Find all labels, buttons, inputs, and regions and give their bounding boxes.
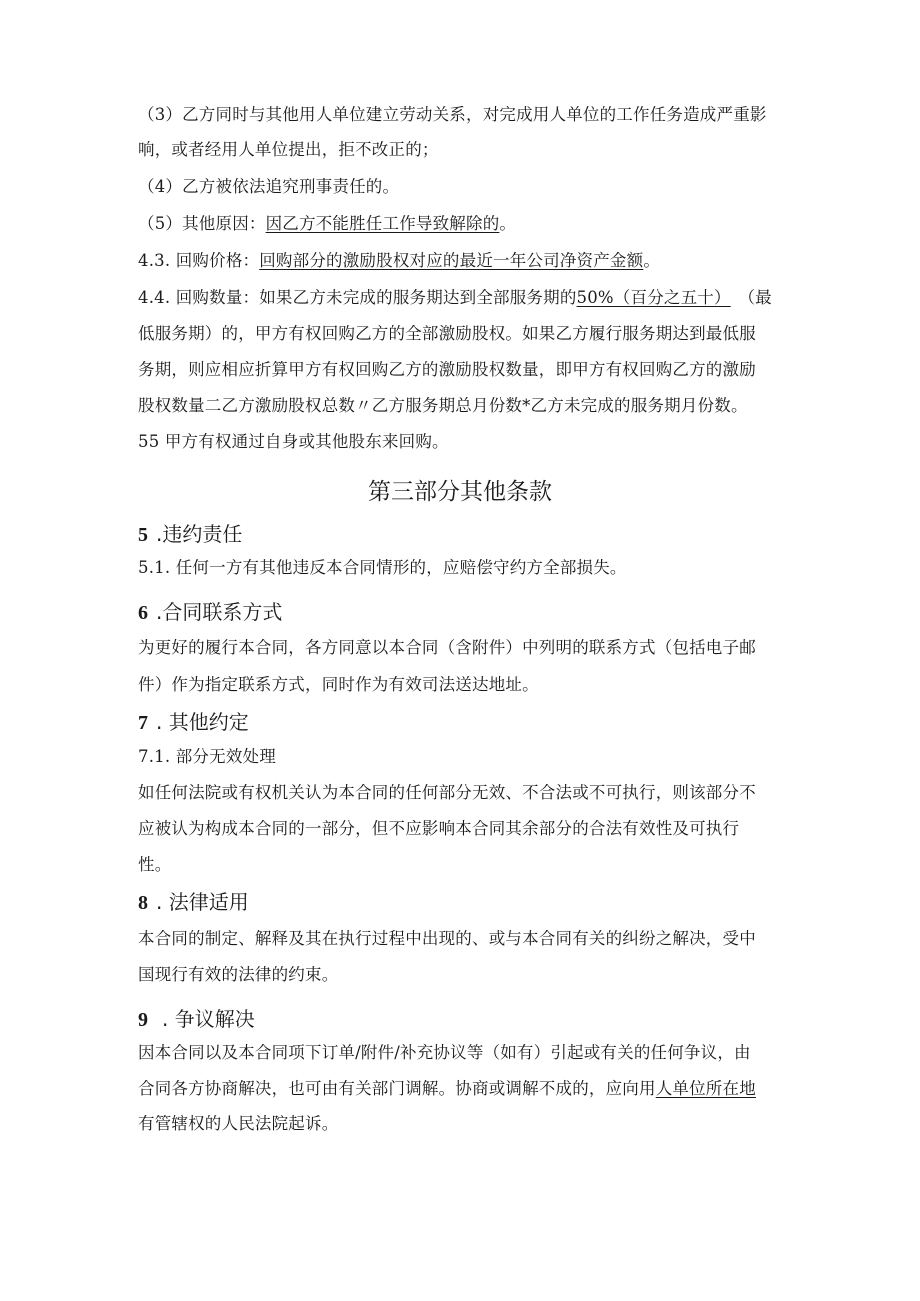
text: 本合同的制定、解释及其在执行过程中出现的、或与本合同有关的纠纷之解决，受中 — [138, 929, 756, 948]
heading-number: 8 — [138, 892, 148, 914]
paragraph-line — [138, 281, 788, 316]
text: 股权数量二乙方激励股权总数〃乙方服务期总月份数*乙方未完成的服务期月份数。 — [138, 396, 748, 415]
text: 如任何法院或有权机关认为本合同的任何部分无效、不合法或不可执行，则该部分不 — [138, 783, 756, 802]
text: （最 — [746, 288, 772, 307]
underlined-text: 因乙方不能胜任工作导致解除的 — [265, 214, 500, 233]
text: 55 甲方有权通过自身或其他股东来回购。 — [138, 432, 449, 451]
text: 5.1. 任何一方有其他违反本合同情形的，应赔偿守约方全部损失。 — [138, 558, 627, 577]
heading-number: 7 — [138, 712, 148, 734]
paragraph-line — [138, 776, 788, 811]
heading-text: .合同联系方式 — [156, 600, 283, 624]
text: 有管辖权的人民法院起诉。 — [138, 1114, 339, 1133]
paragraph-line — [138, 922, 788, 957]
text: （3）乙方同时与其他用人单位建立劳动关系，对完成用人单位的工作任务造成严重影 — [138, 105, 767, 124]
paragraph-line — [138, 170, 788, 205]
heading-number: 5 — [138, 524, 148, 546]
text: 合同各方协商解决，也可由有关部门调解。协商或调解不成的，应向用 — [138, 1079, 656, 1098]
paragraph-line — [138, 1072, 788, 1107]
heading-9 — [138, 1003, 255, 1032]
text: 响，或者经用人单位提出，拒不改正的； — [138, 140, 439, 159]
heading-8 — [138, 886, 249, 915]
text: （4）乙方被依法追究刑事责任的。 — [138, 177, 400, 196]
heading-text: . 其他约定 — [156, 710, 249, 734]
underlined-text: 回购部分的激励股权对应的最近一年公司净资产金额 — [259, 251, 644, 270]
paragraph-line — [138, 389, 788, 424]
paragraph-line — [138, 353, 788, 388]
paragraph-line — [138, 207, 788, 242]
text: 务期，则应相应折算甲方有权回购乙方的激励股权数量，即甲方有权回购乙方的激励 — [138, 360, 756, 379]
text: 件）作为指定联系方式，同时作为有效司法送达地址。 — [138, 675, 539, 694]
heading-number: 6 — [138, 602, 148, 624]
paragraph-line — [138, 812, 788, 847]
text: 性。 — [138, 855, 172, 874]
underlined-text: 50%（百分之五十） — [576, 288, 731, 307]
paragraph-line — [138, 317, 788, 352]
text: （5）其他原因： — [138, 214, 266, 233]
paragraph-line — [138, 244, 788, 279]
text: 4.4. 回购数量：如果乙方未完成的服务期达到全部服务期的 — [138, 288, 577, 307]
paragraph-line — [138, 631, 788, 666]
underlined-text: 人单位所在地 — [655, 1079, 756, 1098]
paragraph-line — [138, 848, 788, 883]
text: 为更好的履行本合同，各方同意以本合同（含附件）中列明的联系方式（包括电子邮 — [138, 638, 756, 657]
paragraph-line — [138, 668, 788, 703]
paragraph-line — [138, 1036, 788, 1071]
text: 国现行有效的法律的约束。 — [138, 965, 339, 984]
paragraph-line — [138, 740, 788, 775]
heading-text: . 法律适用 — [156, 890, 249, 914]
text: 7.1. 部分无效处理 — [138, 747, 276, 766]
text: 4.3. 回购价格： — [138, 251, 260, 270]
heading-number: 9 — [138, 1009, 148, 1031]
paragraph-line — [138, 1107, 788, 1142]
heading-text: . 争议解决 — [162, 1007, 255, 1031]
text: 。 — [643, 251, 661, 270]
text: 低服务期）的，甲方有权回购乙方的全部激励股权。如果乙方履行服务期达到最低服 — [138, 324, 756, 343]
section-title: 第三部分其他条款 — [368, 479, 552, 505]
text: 因本合同以及本合同项下订单/附件/补充协议等（如有）引起或有关的任何争议，由 — [138, 1043, 751, 1062]
heading-7 — [138, 706, 249, 735]
paragraph-line — [138, 133, 788, 168]
paragraph-line — [138, 425, 788, 460]
heading-5 — [138, 518, 242, 547]
heading-6 — [138, 596, 282, 625]
paragraph-line — [138, 98, 788, 133]
text: 。 — [499, 214, 517, 233]
paragraph-line — [138, 551, 788, 586]
paragraph-line — [138, 958, 788, 993]
text: 应被认为构成本合同的一部分，但不应影响本合同其余部分的合法有效性及可执行 — [138, 819, 740, 838]
heading-text: .违约责任 — [156, 522, 243, 546]
